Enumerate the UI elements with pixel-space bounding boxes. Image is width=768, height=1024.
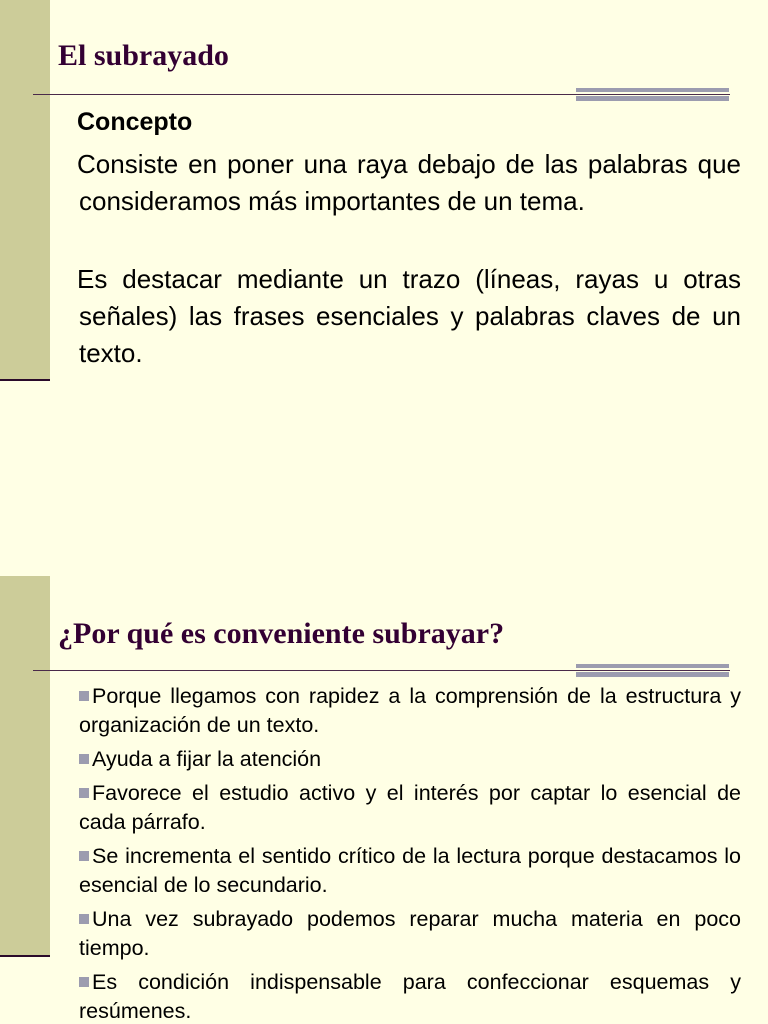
title-accent-bars	[576, 664, 729, 678]
title-accent-bars	[576, 88, 729, 102]
list-item	[79, 905, 741, 963]
concept-paragraph: Es destacar mediante un trazo (líneas, rayas u otras señales) las frases esenciales y palabras claves de un texto.	[77, 264, 741, 368]
list-item-text: Una vez subrayado podemos reparar mucha materia en poco tiempo.	[79, 907, 741, 960]
list-item	[79, 842, 741, 900]
list-item	[79, 682, 741, 740]
square-bullet-icon	[79, 914, 89, 924]
list-item	[79, 779, 741, 837]
square-bullet-icon	[79, 851, 89, 861]
list-item-text: Se incrementa el sentido crítico de la lectura porque destacamos lo esencial de lo secundario.	[79, 844, 741, 897]
square-bullet-icon	[79, 788, 89, 798]
list-item	[79, 745, 741, 774]
accent-bar-bottom	[576, 96, 729, 101]
list-item-text: Ayuda a fijar la atención	[92, 747, 322, 771]
square-bullet-icon	[79, 691, 89, 701]
accent-bar-top	[576, 88, 729, 92]
side-bar-tick	[0, 379, 50, 381]
side-bar	[0, 576, 50, 956]
concept-paragraph: Consiste en poner una raya debajo de las palabras que consideramos más importantes de un tema.	[77, 149, 741, 216]
accent-bar-top	[576, 664, 729, 668]
concept-heading: Concepto	[77, 108, 193, 136]
square-bullet-icon	[79, 977, 89, 987]
square-bullet-icon	[79, 754, 89, 764]
list-item-text: Es condición indispensable para confeccionar esquemas y resúmenes.	[79, 970, 741, 1023]
accent-bar-bottom	[576, 672, 729, 677]
reasons-list	[79, 682, 741, 1024]
side-bar	[0, 0, 50, 380]
list-item-text: Porque llegamos con rapidez a la comprensión de la estructura y organización de un texto.	[79, 684, 741, 737]
list-item-text: Favorece el estudio activo y el interés por captar lo esencial de cada párrafo.	[79, 781, 741, 834]
slide-title: ¿Por qué es conveniente subrayar?	[58, 617, 505, 650]
side-bar-tick	[0, 955, 50, 957]
slide-por-que-subrayar	[0, 576, 768, 1024]
list-item	[79, 968, 741, 1024]
slide-title: El subrayado	[58, 39, 229, 72]
